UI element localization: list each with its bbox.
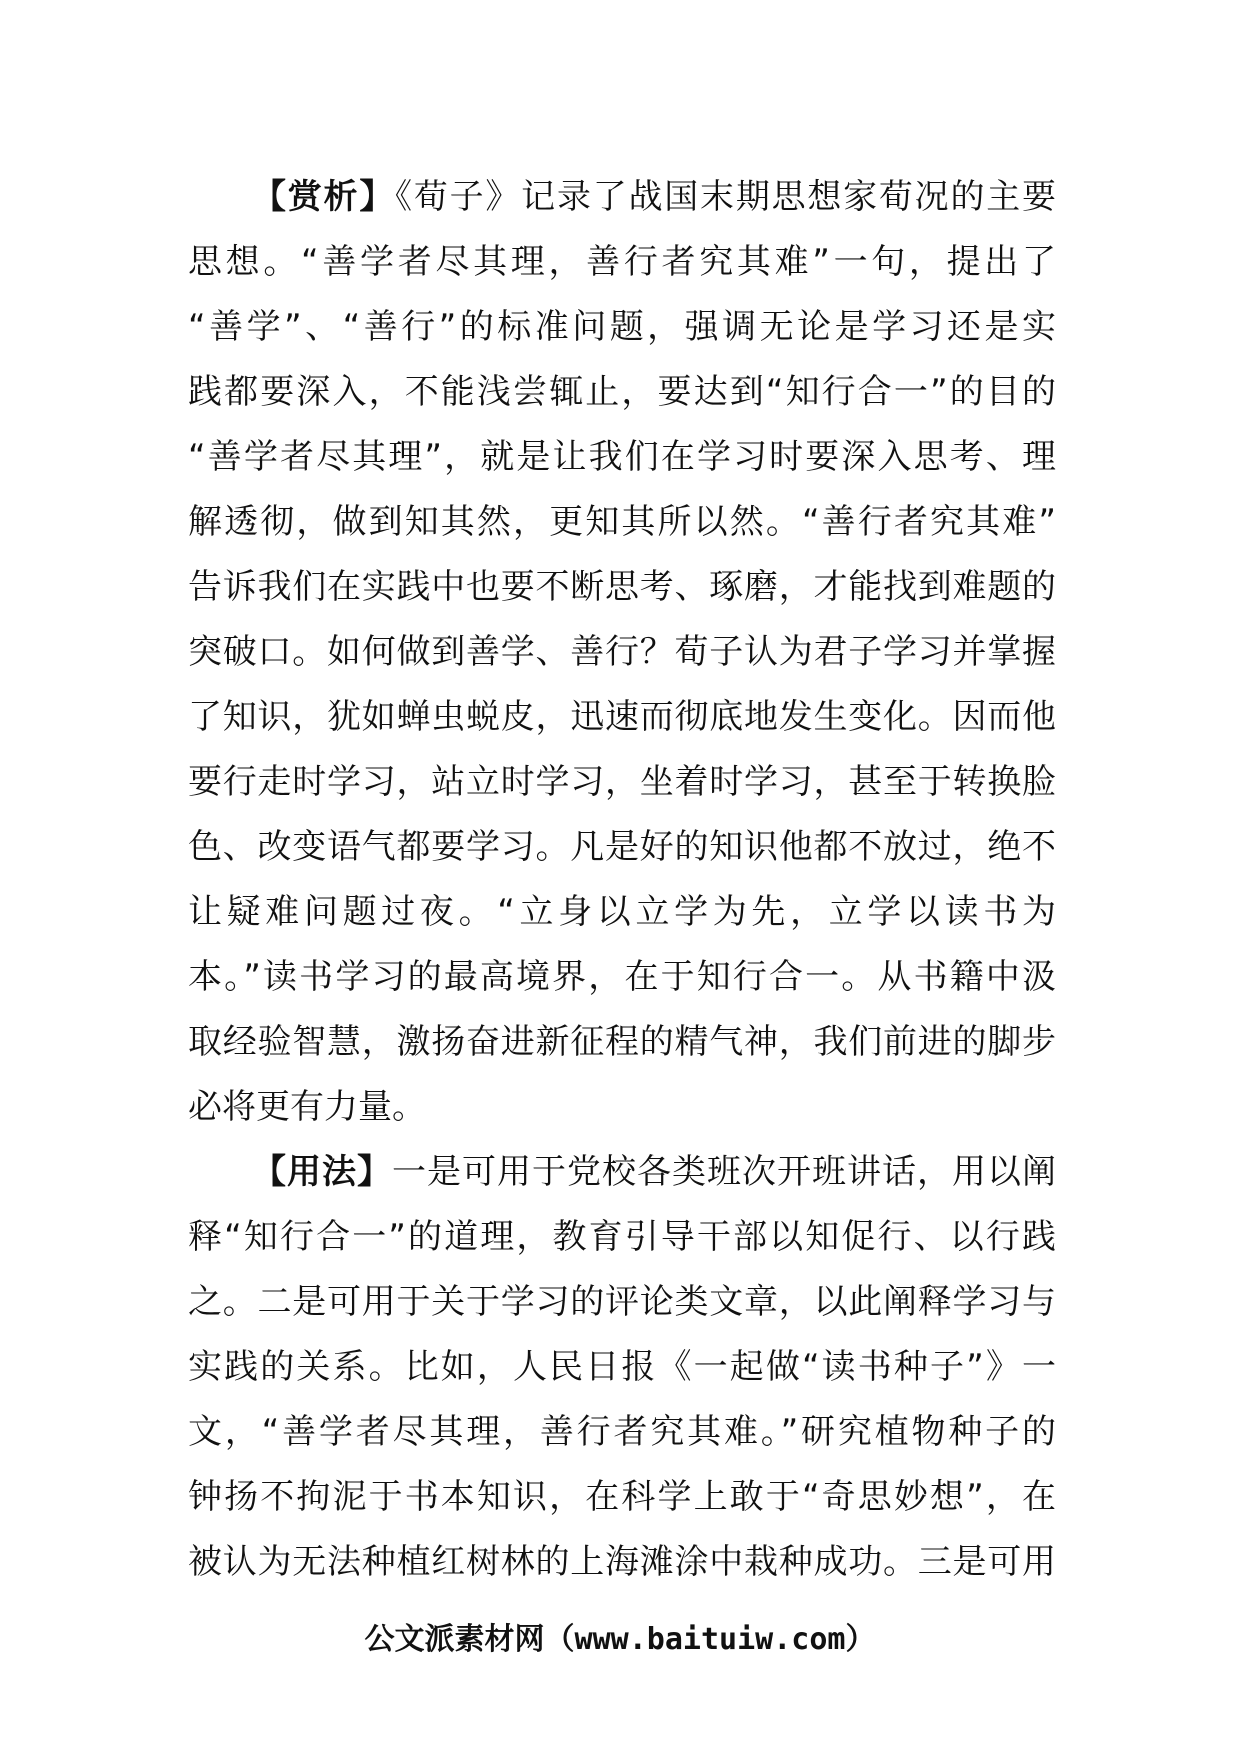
paragraph-line: 文，“善学者尽其理，善行者究其难。”研究植物种子的 xyxy=(188,1412,1056,1452)
paragraph-line: 被认为无法种植红树林的上海滩涂中栽种成功。三是可用 xyxy=(188,1542,1056,1582)
section-appreciation-first-line xyxy=(188,165,1056,230)
paragraph-line: 了知识，犹如蝉虫蜕皮，迅速而彻底地发生变化。因而他 xyxy=(188,697,1056,737)
paragraph-line: 色、改变语气都要学习。凡是好的知识他都不放过，绝不 xyxy=(188,827,1056,867)
paragraph-line: 钟扬不拘泥于书本知识，在科学上敢于“奇思妙想”，在 xyxy=(188,1477,1056,1517)
usage-tag: 【用法】 xyxy=(252,1152,392,1192)
paragraph-line: 必将更有力量。 xyxy=(188,1087,426,1127)
appreciation-tag: 【赏析】 xyxy=(252,177,396,217)
paragraph-line: 要行走时学习，站立时学习，坐着时学习，甚至于转换脸 xyxy=(188,762,1056,802)
appreciation-first-line-text: 《荀子》记录了战国末期思想家荀况的主要 xyxy=(395,177,1057,217)
page-footer xyxy=(0,1610,1240,1670)
paragraph-line: 让疑难问题过夜。“立身以立学为先，立学以读书为 xyxy=(188,892,1056,932)
paragraph-line: 突破口。如何做到善学、善行？荀子认为君子学习并掌握 xyxy=(188,632,1056,672)
paragraph-line: 思想。“善学者尽其理，善行者究其难”一句，提出了 xyxy=(188,242,1056,282)
paragraph-line: 践都要深入，不能浅尝辄止，要达到“知行合一”的目的 xyxy=(188,372,1056,412)
document-body xyxy=(188,165,1056,1595)
paragraph-line: 实践的关系。比如，人民日报《一起做“读书种子”》一 xyxy=(188,1347,1056,1387)
usage-first-line-text: 一是可用于党校各类班次开班讲话，用以阐 xyxy=(392,1152,1056,1192)
paragraph-line: “善学者尽其理”，就是让我们在学习时要深入思考、理 xyxy=(188,437,1056,477)
paragraph-line: “善学”、“善行”的标准问题，强调无论是学习还是实 xyxy=(188,307,1056,347)
paragraph-line: 之。二是可用于关于学习的评论类文章，以此阐释学习与 xyxy=(188,1282,1056,1322)
paragraph-line: 释“知行合一”的道理，教育引导干部以知促行、以行践 xyxy=(188,1217,1056,1257)
paragraph-line: 本。”读书学习的最高境界，在于知行合一。从书籍中汲 xyxy=(188,957,1056,997)
footer-url: （www.baituiw.com） xyxy=(544,1622,876,1657)
section-usage-first-line xyxy=(188,1140,1056,1205)
footer-site-name: 公文派素材网 xyxy=(364,1622,545,1657)
paragraph-line: 解透彻，做到知其然，更知其所以然。“善行者究其难” xyxy=(188,502,1056,542)
paragraph-line: 取经验智慧，激扬奋进新征程的精气神，我们前进的脚步 xyxy=(188,1022,1056,1062)
paragraph-line: 告诉我们在实践中也要不断思考、琢磨，才能找到难题的 xyxy=(188,567,1056,607)
